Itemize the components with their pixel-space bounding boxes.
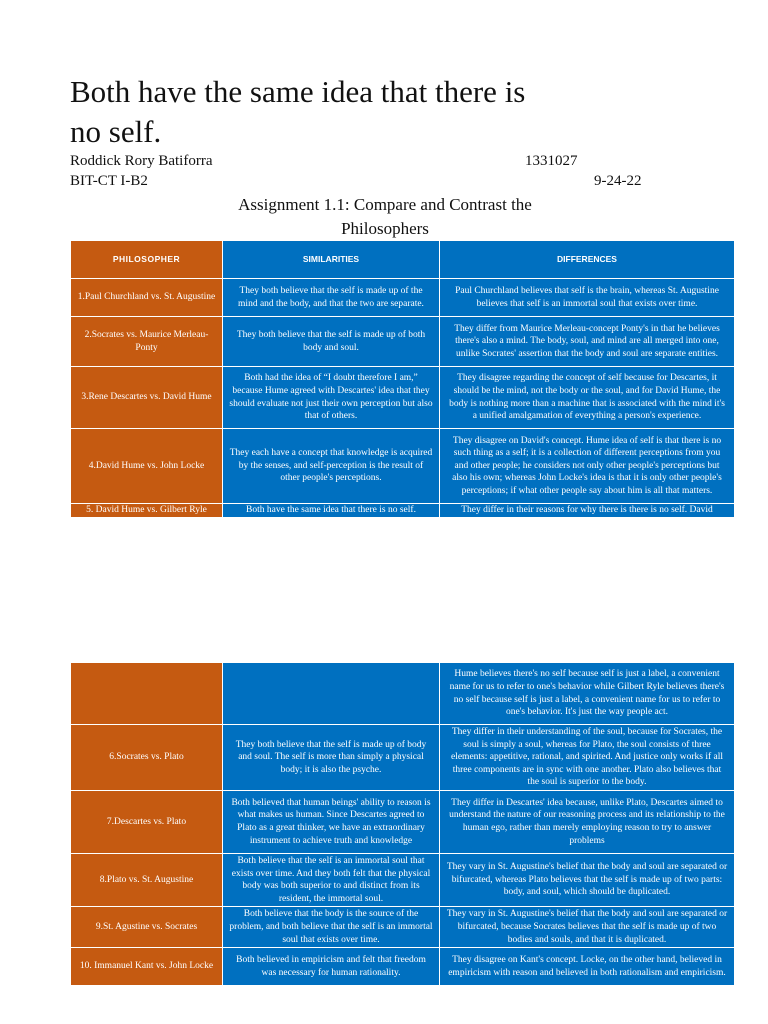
header-philosopher: PHILOSOPHER	[71, 241, 223, 279]
submission-date: 9-24-22	[594, 173, 642, 189]
philosopher-cell: 2.Socrates vs. Maurice Merleau-Ponty	[71, 317, 223, 367]
differences-cell: They vary in St. Augustine's belief that the body and soul are separated or bifurcated, because Socrates believes that the self is made up of two bodies and souls, and that it is duplicated.	[440, 907, 735, 948]
differences-cell: They differ in Descartes' idea because, unlike Plato, Descartes aimed to understand the nature of our reasoning process and its relationship to the human ego, rather than merely employing reason to try to answer problems	[440, 790, 735, 853]
student-section: BIT-CT I-B2	[70, 173, 148, 189]
similarities-cell: They both believe that the self is made up of the mind and the body, and that the two are separate.	[223, 279, 440, 317]
similarities-cell: They both believe that the self is made up of both body and soul.	[223, 317, 440, 367]
table-row	[71, 429, 735, 504]
header-similarities: SIMILARITIES	[223, 241, 440, 279]
table-row	[71, 853, 735, 906]
philosopher-cell: 6.Socrates vs. Plato	[71, 725, 223, 791]
table-row	[71, 504, 735, 518]
comparison-table-part-2	[70, 662, 735, 986]
table-row	[71, 907, 735, 948]
student-id: 1331027	[525, 153, 578, 169]
philosopher-cell: 7.Descartes vs. Plato	[71, 790, 223, 853]
similarities-cell: Both believe that the body is the source of the problem, and both believe that the self is an immortal soul that exists over time.	[223, 907, 440, 948]
similarities-cell: Both believed that human beings' ability to reason is what makes us human. Since Descartes agreed to Plato as a great thinker, we have an extraordinary instrument to achieve truth and knowledge	[223, 790, 440, 853]
philosopher-cell: 4.David Hume vs. John Locke	[71, 429, 223, 504]
similarities-cell: Both have the same idea that there is no self.	[223, 504, 440, 518]
philosopher-cell: 8.Plato vs. St. Augustine	[71, 853, 223, 906]
philosopher-cell	[71, 663, 223, 725]
comparison-table-part-1	[70, 240, 735, 518]
similarities-cell: They both believe that the self is made up of body and soul. The self is more than simply a physical body; it is also the psyche.	[223, 725, 440, 791]
assignment-title: Assignment 1.1: Compare and Contrast the Philosophers	[238, 195, 532, 238]
student-name: Roddick Rory Batiforra	[70, 153, 213, 169]
table-row	[71, 725, 735, 791]
philosopher-cell: 5. David Hume vs. Gilbert Ryle	[71, 504, 223, 518]
table-row	[71, 948, 735, 986]
similarities-cell	[223, 663, 440, 725]
similarities-cell: Both had the idea of “I doubt therefore I am,” because Hume agreed with Descartes' idea that they should evaluate not just their own perception but also that of others.	[223, 367, 440, 429]
differences-cell: They vary in St. Augustine's belief that the body and soul are separated or bifurcated, whereas Plato believes that the self is made up of two parts: body, and soul, which should be duplicated.	[440, 853, 735, 906]
table-row	[71, 317, 735, 367]
table-row	[71, 279, 735, 317]
philosopher-cell: 3.Rene Descartes vs. David Hume	[71, 367, 223, 429]
differences-cell: Paul Churchland believes that self is the brain, whereas St. Augustine believes that self is an immortal soul that exists over time.	[440, 279, 735, 317]
differences-cell: They disagree regarding the concept of self because for Descartes, it should be the mind, not the body or the soul, and for David Hume, the body is nothing more than a machine that is associated with the mind it's a unified amalgamation of everything a person's experience.	[440, 367, 735, 429]
differences-cell: They disagree on Kant's concept. Locke, on the other hand, believed in empiricism with reason and believed in both rationalism and empiricism.	[440, 948, 735, 986]
differences-cell: They differ from Maurice Merleau-concept Ponty's in that he believes there's also a mind. The body, soul, and mind are all merged into one, unlike Socrates' assertion that the body and soul are separate entities.	[440, 317, 735, 367]
page-headline: Both have the same idea that there is no self.	[70, 74, 526, 149]
philosopher-cell: 1.Paul Churchland vs. St. Augustine	[71, 279, 223, 317]
philosopher-cell: 9.St. Agustine vs. Socrates	[71, 907, 223, 948]
table-row	[71, 663, 735, 725]
differences-cell: They disagree on David's concept. Hume idea of self is that there is no such thing as a self; it is a collection of different perceptions from you and other people; he considers not only other people's perceptions but also his own; whereas John Locke's idea is that it is only other people's perceptions; if what other people say about him is all that matters.	[440, 429, 735, 504]
table-row	[71, 790, 735, 853]
similarities-cell: Both believe that the self is an immortal soul that exists over time. And they both felt that the physical body was both superior to and distinct from its resident, the immortal soul.	[223, 853, 440, 906]
differences-cell: They differ in their reasons for why there is there is no self. David	[440, 504, 735, 518]
differences-cell: Hume believes there's no self because self is just a label, a convenient name for us to refer to one's behavior while Gilbert Ryle believes there's no self because self is just a label, a convenient name for us to refer to one's behavior. It's just the way people act.	[440, 663, 735, 725]
differences-cell: They differ in their understanding of the soul, because for Socrates, the soul is simply a soul, whereas for Plato, the soul consists of three elements: appetitive, rational, and spirited. And justice only works if all three components are in sync with one another. Plato also believes that the soul is superior to the body.	[440, 725, 735, 791]
philosopher-cell: 10. Immanuel Kant vs. John Locke	[71, 948, 223, 986]
header-differences: DIFFERENCES	[440, 241, 735, 279]
similarities-cell: Both believed in empiricism and felt that freedom was necessary for human rationality.	[223, 948, 440, 986]
similarities-cell: They each have a concept that knowledge is acquired by the senses, and self-perception is the result of other people's perceptions.	[223, 429, 440, 504]
table-row	[71, 367, 735, 429]
